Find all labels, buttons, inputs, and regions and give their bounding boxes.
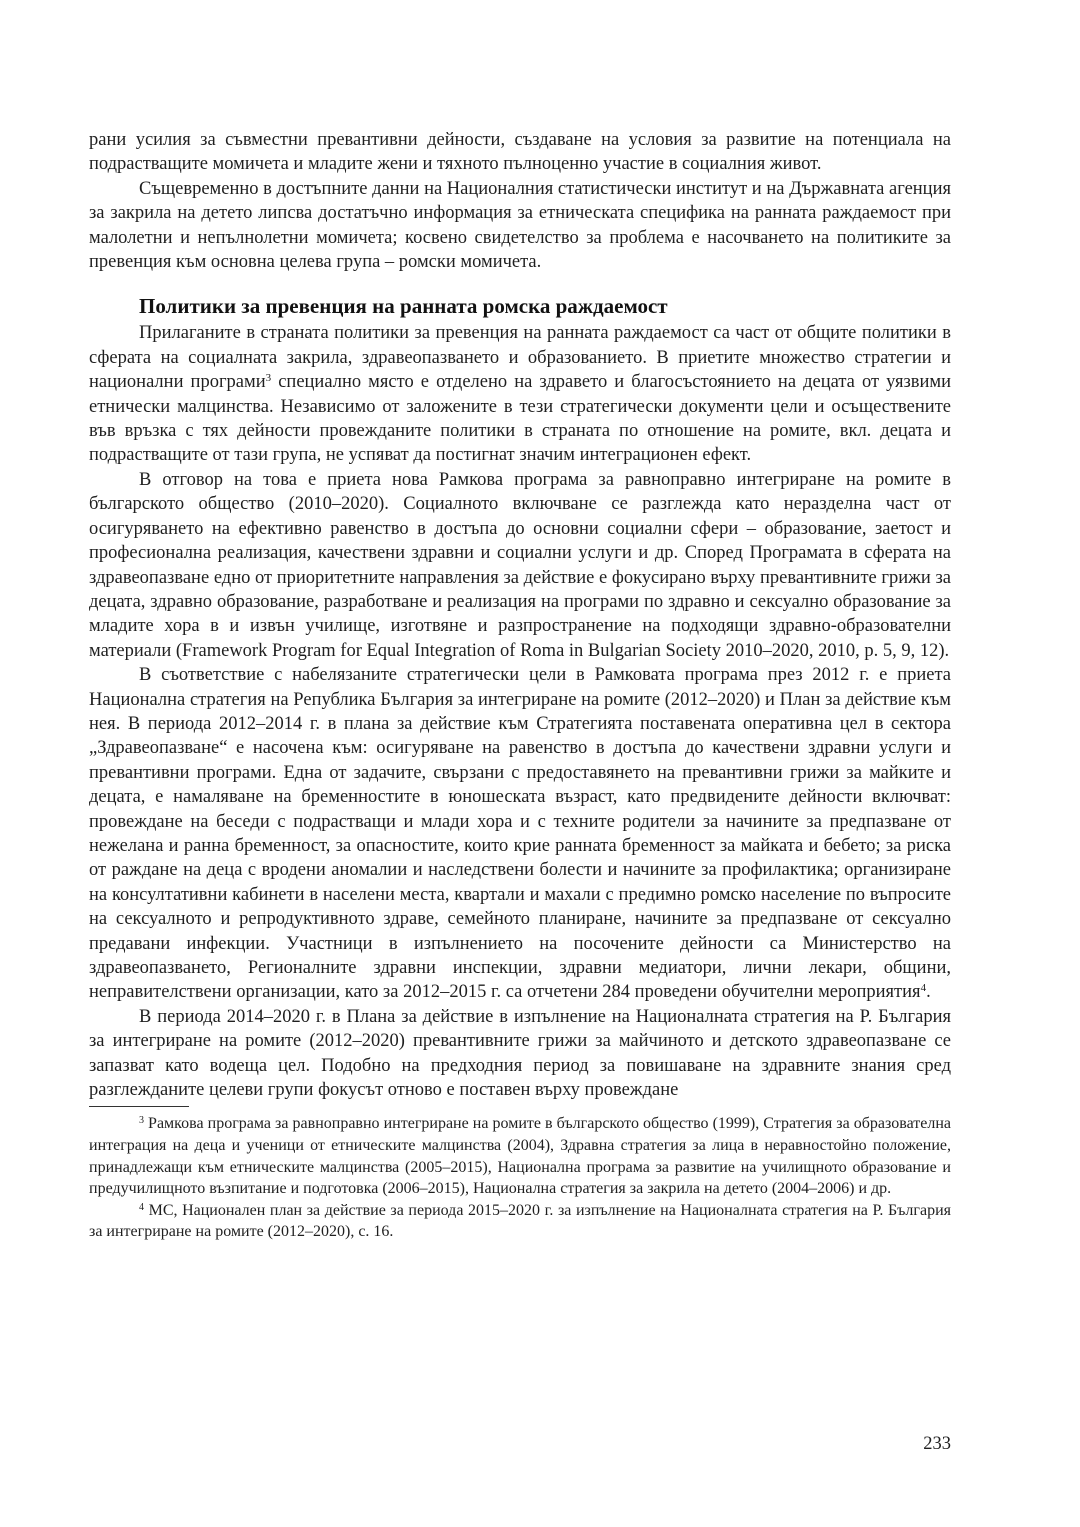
footnote-text: Рамкова програма за равноправно интегриране на ромите в българското общество (1999), Стратегия за образователна интеграция на деца и ученици от етническите малцинства (2004), Здравна стратегия за лица в неравностойно положение, принадлежащи към етническите малцинства (2005–2015), Национална програма за развитие на училищното образование и предучилищното възпитание и подготовка (2006–2015), Национална стратегия за закрила на детето (2004–2006) и др. <box>89 1115 951 1198</box>
footnote-4 <box>89 1200 951 1243</box>
footnote-ref-4: 4 <box>920 982 927 995</box>
paragraph-national-strategy <box>89 663 951 1005</box>
paragraph-text: В съответствие с набелязаните стратегически цели в Рамковата програма през 2012 г. е приета Национална стратегия на Република България за интегриране на ромите (2012–2020) и План за действие към нея. В периода 2012–2014 г. в плана за действие към Стратегията поставената оперативна цел в сектора „Здравеопазване“ е насочена към: осигуряване на равенство в достъпа до качествени здравни услуги и превантивни програми. Една от задачите, свързани с предоставянето на превантивни грижи за майките и децата, е намаляване на бременностите в юношеската възраст, като предвидените дейности включват: провеждане на беседи с подрастващи и млади хора и с техните родители за начините за предпазване от нежелана и ранна бременност, за опасностите, които крие ранната бременност за майката и бебето; за риска от раждане на деца с вродени аномалии и наследствени болести и начините за профилактика; организиране на консултативни кабинети в населени места, квартали и махали с предимно ромско население по въпросите на сексуалното и репродуктивното здраве, семейното планиране, начините за предпазване от сексуално предавани инфекции. Участници в изпълнението на посочените дейности са Министерство на здравеопазването, Регионалните здравни инспекции, здравни медиатори, лични лекари, общини, неправителствени организации, като за 2012–2015 г. са отчетени 284 проведени обучителни мероприятия <box>89 665 951 1003</box>
footnote-number: 4 <box>139 1201 144 1213</box>
footnote-divider <box>89 1106 189 1107</box>
paragraph-text: Прилаганите в страната политики за превенция на ранната раждаемост са част от общите политики в сферата на социалната закрила, здравеопазването и образованието. В приетите множество стратегии и национални програми <box>89 323 951 393</box>
section-heading: Политики за превенция на ранната ромска раждаемост <box>139 294 668 319</box>
paragraph-text: . <box>926 982 931 1003</box>
footnote-number: 3 <box>139 1115 144 1127</box>
footnote-text: МС, Национален план за действие за периода 2015–2020 г. за изпълнение на Националната стратегия на Р. България за интегриране на ромите (2012–2020), с. 16. <box>89 1201 951 1241</box>
paragraph-nsi-data: Същевременно в достъпните данни на Националния статистически институт и на Държавната агенция за закрила на детето липсва достатъчно информация за етническата специфика на ранната раждаемост при малолетни и непълнолетни момичета; косвено свидетелство за проблема е насочването на политиките за превенция към основна целева група – ромски момичета. <box>89 178 951 273</box>
paragraph-continuation: рани усилия за съвместни превантивни дейности, създаване на условия за развитие на потенциала на подрастващите момичета и младите жени и тяхното пълноценно участие в социалния живот. <box>89 130 951 175</box>
paragraph-action-plan-2014-2020: В периода 2014–2020 г. в Плана за действие в изпълнение на Националната стратегия на Р. България за интегриране на ромите (2012–2020) превантивните грижи за майчиното и детското здравеопазване се запазват като водеща цел. Подобно на предходния период за повишаване на здравните знания сред разглежданите целеви групи фокусът отново е поставен върху провеждане <box>89 1006 951 1101</box>
paragraph-prevention-policies <box>89 321 951 467</box>
footnote-3 <box>89 1113 951 1199</box>
paragraph-framework-program: В отговор на това е приета нова Рамкова програма за равноправно интегриране на ромите в българското общество (2010–2020). Социалното включване се разглежда като неразделна част от осигуряването на ефективно равенство в достъпа до основни социални сфери – образование, заетост и професионална реализация, качествени здравни и социални услуги и др. Според Програмата в сферата на здравеопазване едно от приоритетните направления за действие е фокусирано върху превантивните грижи за децата, здравно образование, разработване и реализация на програми по здравно и сексуално образование за младите хора в и извън училище, изготвяне и разпространение на подходящи здравно-образователни материали (Framework Program for Equal Integration of Roma in Bulgarian Society 2010–2020, 2010, p. 5, 9, 12). <box>89 469 951 661</box>
footnote-ref-3: 3 <box>265 372 272 385</box>
paragraph-text: специално място е отделено на здравето и благосъстоянието на децата от уязвими етнически малцинства. Независимо от заложените в тези стратегически документи цели и осъществените във връзка с тях дейности провежданите политики в страната по отношение на ромите, вкл. децата и подрастващите от тази група, не успяват да постигнат значим интеграционен ефект. <box>89 372 951 466</box>
page-number: 233 <box>923 1434 951 1454</box>
page-body <box>89 128 951 1243</box>
